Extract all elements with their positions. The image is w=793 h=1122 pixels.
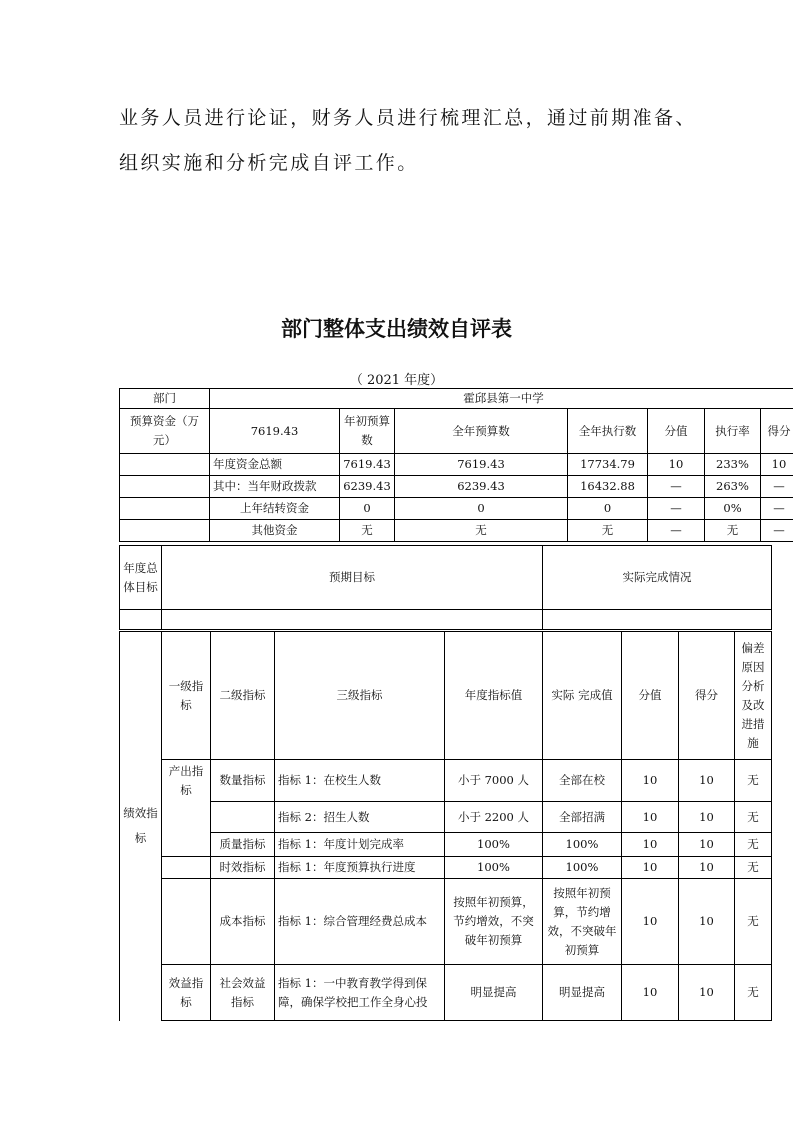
goals-empty-cell bbox=[120, 610, 162, 630]
funds-initial: 7619.43 bbox=[340, 454, 395, 476]
row-value: 10 bbox=[622, 857, 679, 879]
funds-label: 其中：当年财政拨款 bbox=[210, 476, 340, 498]
funds-score: — bbox=[761, 498, 793, 520]
col-score-value: 分值 bbox=[648, 409, 705, 454]
funds-score: — bbox=[761, 476, 793, 498]
funds-initial: 无 bbox=[340, 520, 395, 542]
performance-table bbox=[119, 631, 772, 1021]
funds-row bbox=[120, 476, 793, 498]
row-score: 10 bbox=[679, 760, 735, 802]
funds-full: 0 bbox=[395, 498, 568, 520]
row-deviation: 无 bbox=[735, 879, 772, 965]
funds-label: 其他资金 bbox=[210, 520, 340, 542]
table-row bbox=[120, 760, 772, 802]
head-level2: 二级指标 bbox=[211, 632, 275, 760]
funds-row bbox=[120, 454, 793, 476]
col-execution: 全年执行数 bbox=[568, 409, 648, 454]
row-value: 10 bbox=[622, 965, 679, 1021]
row-value: 10 bbox=[622, 760, 679, 802]
row-actual: 100% bbox=[543, 857, 622, 879]
row-target: 小于 2200 人 bbox=[445, 802, 543, 833]
goals-actual-header: 实际完成情况 bbox=[543, 546, 772, 610]
funds-row bbox=[120, 520, 793, 542]
benefit-label: 效益指标 bbox=[162, 965, 211, 1021]
funds-label: 年度资金总额 bbox=[210, 454, 340, 476]
row-level2: 社会效益指标 bbox=[211, 965, 275, 1021]
funds-rate: 0% bbox=[705, 498, 761, 520]
row-deviation: 无 bbox=[735, 760, 772, 802]
row-level2: 数量指标 bbox=[211, 760, 275, 802]
row-level2 bbox=[211, 802, 275, 833]
row-deviation: 无 bbox=[735, 857, 772, 879]
table-title: 部门整体支出绩效自评表 bbox=[281, 317, 512, 341]
funds-exec: 17734.79 bbox=[568, 454, 648, 476]
row-target: 按照年初预算，节约增效，不突破年初预算 bbox=[445, 879, 543, 965]
output-label: 产出指标 bbox=[162, 760, 211, 802]
table-row bbox=[120, 857, 772, 879]
funds-rate: 无 bbox=[705, 520, 761, 542]
head-deviation: 偏差原因分析及改进措施 bbox=[735, 632, 772, 760]
goals-actual-value bbox=[543, 610, 772, 630]
funds-value: — bbox=[648, 498, 705, 520]
table-row bbox=[120, 802, 772, 833]
row-target: 明显提高 bbox=[445, 965, 543, 1021]
row-level3: 指标 1：年度计划完成率 bbox=[275, 833, 445, 857]
head-level1: 一级指标 bbox=[162, 632, 211, 760]
output-label-continued bbox=[162, 802, 211, 833]
row-level2: 时效指标 bbox=[211, 857, 275, 879]
funds-full: 6239.43 bbox=[395, 476, 568, 498]
row-deviation: 无 bbox=[735, 833, 772, 857]
head-score: 得分 bbox=[679, 632, 735, 760]
funds-exec: 0 bbox=[568, 498, 648, 520]
row-level3: 指标 2：招生人数 bbox=[275, 802, 445, 833]
dept-label: 部门 bbox=[120, 389, 210, 409]
year-label: （ 2021 年度） bbox=[349, 373, 444, 388]
row-level2: 质量指标 bbox=[211, 833, 275, 857]
row-level3: 指标 1：年度预算执行进度 bbox=[275, 857, 445, 879]
col-exec-rate: 执行率 bbox=[705, 409, 761, 454]
funds-value: — bbox=[648, 476, 705, 498]
row-deviation: 无 bbox=[735, 802, 772, 833]
funds-value: 10 bbox=[648, 454, 705, 476]
intro-line-2: 组织实施和分析完成自评工作。 bbox=[119, 152, 419, 174]
row-score: 10 bbox=[679, 802, 735, 833]
row-value: 10 bbox=[622, 802, 679, 833]
row-value: 10 bbox=[622, 833, 679, 857]
level1-empty bbox=[162, 857, 211, 879]
row-actual: 按照年初预算，节约增效，不突破年初预算 bbox=[543, 879, 622, 965]
funds-initial: 0 bbox=[340, 498, 395, 520]
row-actual: 100% bbox=[543, 833, 622, 857]
goals-expected-value bbox=[162, 610, 543, 630]
row-actual: 全部招满 bbox=[543, 802, 622, 833]
intro-line-1: 业务人员进行论证，财务人员进行梳理汇总，通过前期准备、 bbox=[119, 107, 697, 129]
funds-row bbox=[120, 498, 793, 520]
dept-value: 霍邱县第一中学 bbox=[210, 389, 793, 409]
row-score: 10 bbox=[679, 833, 735, 857]
head-target: 年度指标值 bbox=[445, 632, 543, 760]
head-value: 分值 bbox=[622, 632, 679, 760]
table-row bbox=[120, 833, 772, 857]
row-level3: 指标 1：一中教育教学得到保障，确保学校把工作全身心投 bbox=[275, 965, 445, 1021]
goals-label: 年度总体目标 bbox=[120, 546, 162, 610]
funds-rate: 233% bbox=[705, 454, 761, 476]
funds-full: 7619.43 bbox=[395, 454, 568, 476]
row-level3: 指标 1：综合管理经费总成本 bbox=[275, 879, 445, 965]
row-score: 10 bbox=[679, 857, 735, 879]
col-full-budget: 全年预算数 bbox=[395, 409, 568, 454]
row-target: 100% bbox=[445, 833, 543, 857]
funds-score: — bbox=[761, 520, 793, 542]
funds-exec: 16432.88 bbox=[568, 476, 648, 498]
funds-rate: 263% bbox=[705, 476, 761, 498]
row-score: 10 bbox=[679, 965, 735, 1021]
funds-value: — bbox=[648, 520, 705, 542]
head-actual: 实际 完成值 bbox=[543, 632, 622, 760]
table-row bbox=[120, 965, 772, 1021]
col-score: 得分 bbox=[761, 409, 793, 454]
funds-label: 上年结转资金 bbox=[210, 498, 340, 520]
perf-label: 绩效指标 bbox=[120, 632, 162, 1021]
row-actual: 明显提高 bbox=[543, 965, 622, 1021]
row-level3: 指标 1：在校生人数 bbox=[275, 760, 445, 802]
funds-initial: 6239.43 bbox=[340, 476, 395, 498]
funds-full: 无 bbox=[395, 520, 568, 542]
level1-empty bbox=[162, 879, 211, 965]
row-target: 100% bbox=[445, 857, 543, 879]
budget-label: 预算资金（万元） bbox=[120, 409, 210, 454]
goals-table bbox=[119, 545, 772, 630]
row-deviation: 无 bbox=[735, 965, 772, 1021]
funds-score: 10 bbox=[761, 454, 793, 476]
row-actual: 全部在校 bbox=[543, 760, 622, 802]
funds-exec: 无 bbox=[568, 520, 648, 542]
row-level2: 成本指标 bbox=[211, 879, 275, 965]
funds-table bbox=[119, 388, 793, 542]
head-level3: 三级指标 bbox=[275, 632, 445, 760]
budget-value: 7619.43 bbox=[210, 409, 340, 454]
row-score: 10 bbox=[679, 879, 735, 965]
table-row bbox=[120, 879, 772, 965]
row-value: 10 bbox=[622, 879, 679, 965]
row-target: 小于 7000 人 bbox=[445, 760, 543, 802]
output-label-continued bbox=[162, 833, 211, 857]
goals-expected-header: 预期目标 bbox=[162, 546, 543, 610]
col-initial-budget: 年初预算数 bbox=[340, 409, 395, 454]
